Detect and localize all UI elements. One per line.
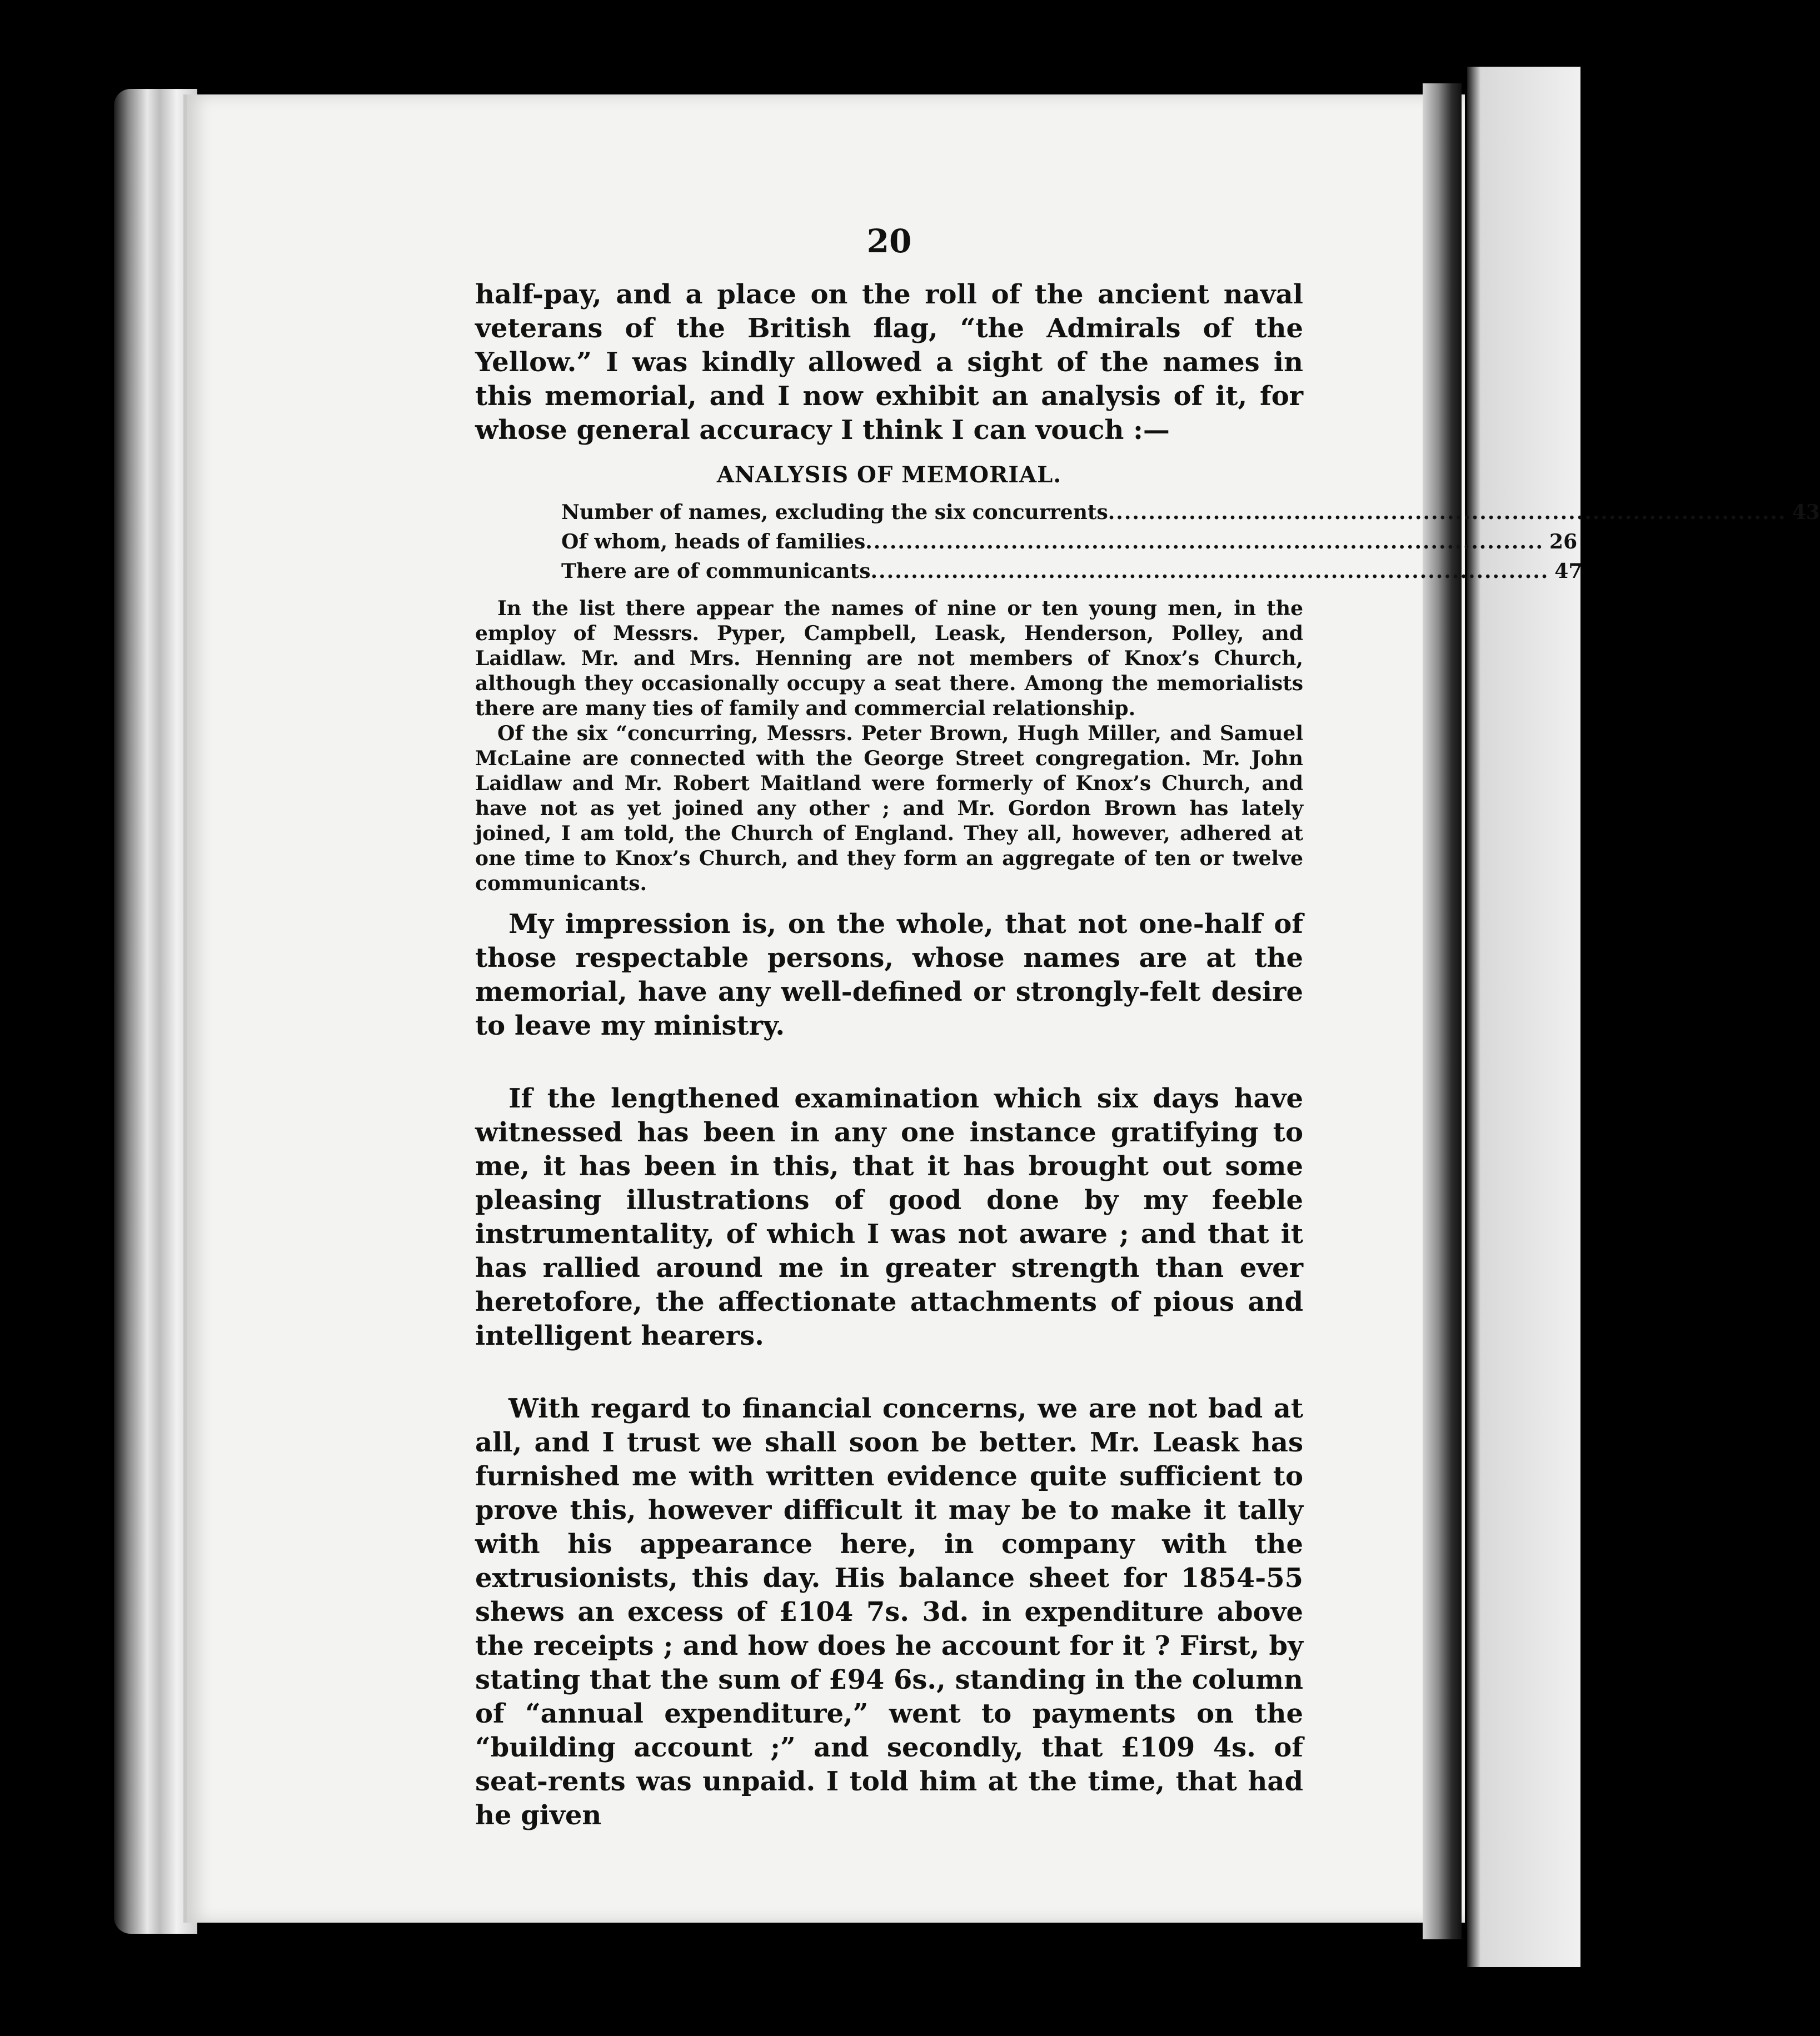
analysis-row	[561, 557, 1583, 586]
book-gutter	[1423, 83, 1462, 1939]
page-text	[475, 278, 1820, 1833]
analysis-value: 26	[1549, 530, 1578, 553]
facing-page-edge	[1467, 67, 1583, 1967]
analysis-heading: ANALYSIS OF MEMORIAL.	[716, 462, 1062, 488]
leader-dots: ....................................................................................	[870, 560, 1549, 583]
body-paragraph: If the lengthened examination which six days have witnessed has been in any one instance gratifying to me, it has been in this, that it has brought out some pleasing illustrations of good done by my feeble instrumentality, of which I was not aware ; and that it has rallied around me in greater strength than ever heretofore, the affectionate attachments of pious and intelligent hearers.	[475, 1083, 1303, 1351]
analysis-label: Of whom, heads of families	[561, 530, 866, 553]
body-paragraph: My impression is, on the whole, that not one-half of those respectable persons, whose names are at the memorial, have any well-defined or strongly-felt desire to leave my ministry.	[475, 909, 1303, 1041]
leader-dots: ....................................................................................	[1108, 501, 1787, 524]
analysis-label: Number of names, excluding the six concurrents	[561, 501, 1108, 524]
body-paragraph: With regard to financial concerns, we are not bad at all, and I trust we shall soon be better. Mr. Leask has furnished me with written evidence quite sufficient to prove this, however difficult it may be to make it tally with his appearance here, in company with the extrusionists, this day. His balance sheet for 1854-55 shews an excess of £104 7s. 3d. in expenditure above the receipts ; and how does he account for it ? First, by stating that the sum of £94 6s., standing in the column of “annual expenditure,” went to payments on the “building account ;” and secondly, that £109 4s. of seat-rents was unpaid. I told him at the time, that had he given	[475, 1393, 1303, 1831]
intro-paragraph: half-pay, and a place on the roll of the ancient naval veterans of the British flag, “the Admirals of the Yellow.” I was kindly allowed a sight of the names in this memorial, and I now exhibit an analysis of it, for whose general accuracy I think I can vouch :—	[475, 279, 1303, 446]
page-number: 20	[866, 222, 912, 260]
note-paragraph: Of the six “concurring, Messrs. Peter Brown, Hugh Miller, and Samuel McLaine are connected with the George Street congregation. Mr. John Laidlaw and Mr. Robert Maitland were formerly of Knox’s Church, and have not as yet joined any other ; and Mr. Gordon Brown has lately joined, I am told, the Church of England. They all, however, adhered at one time to Knox’s Church, and they form an aggregate of ten or twelve communicants.	[475, 722, 1303, 895]
analysis-row	[561, 527, 1578, 557]
analysis-label: There are of communicants	[561, 560, 871, 583]
note-paragraph: In the list there appear the names of nine or ten young men, in the employ of Messrs. Pyper, Campbell, Leask, Henderson, Polley, and Laidlaw. Mr. and Mrs. Henning are not members of Knox’s Church, although they occasionally occupy a seat there. Among the memorialists there are many ties of family and commercial relationship.	[475, 597, 1303, 720]
analysis-row	[561, 498, 1820, 527]
analysis-value: 43	[1792, 501, 1820, 524]
analysis-table	[561, 498, 1820, 586]
leader-dots: ....................................................................................	[865, 530, 1544, 553]
analysis-value: 47	[1554, 560, 1583, 583]
